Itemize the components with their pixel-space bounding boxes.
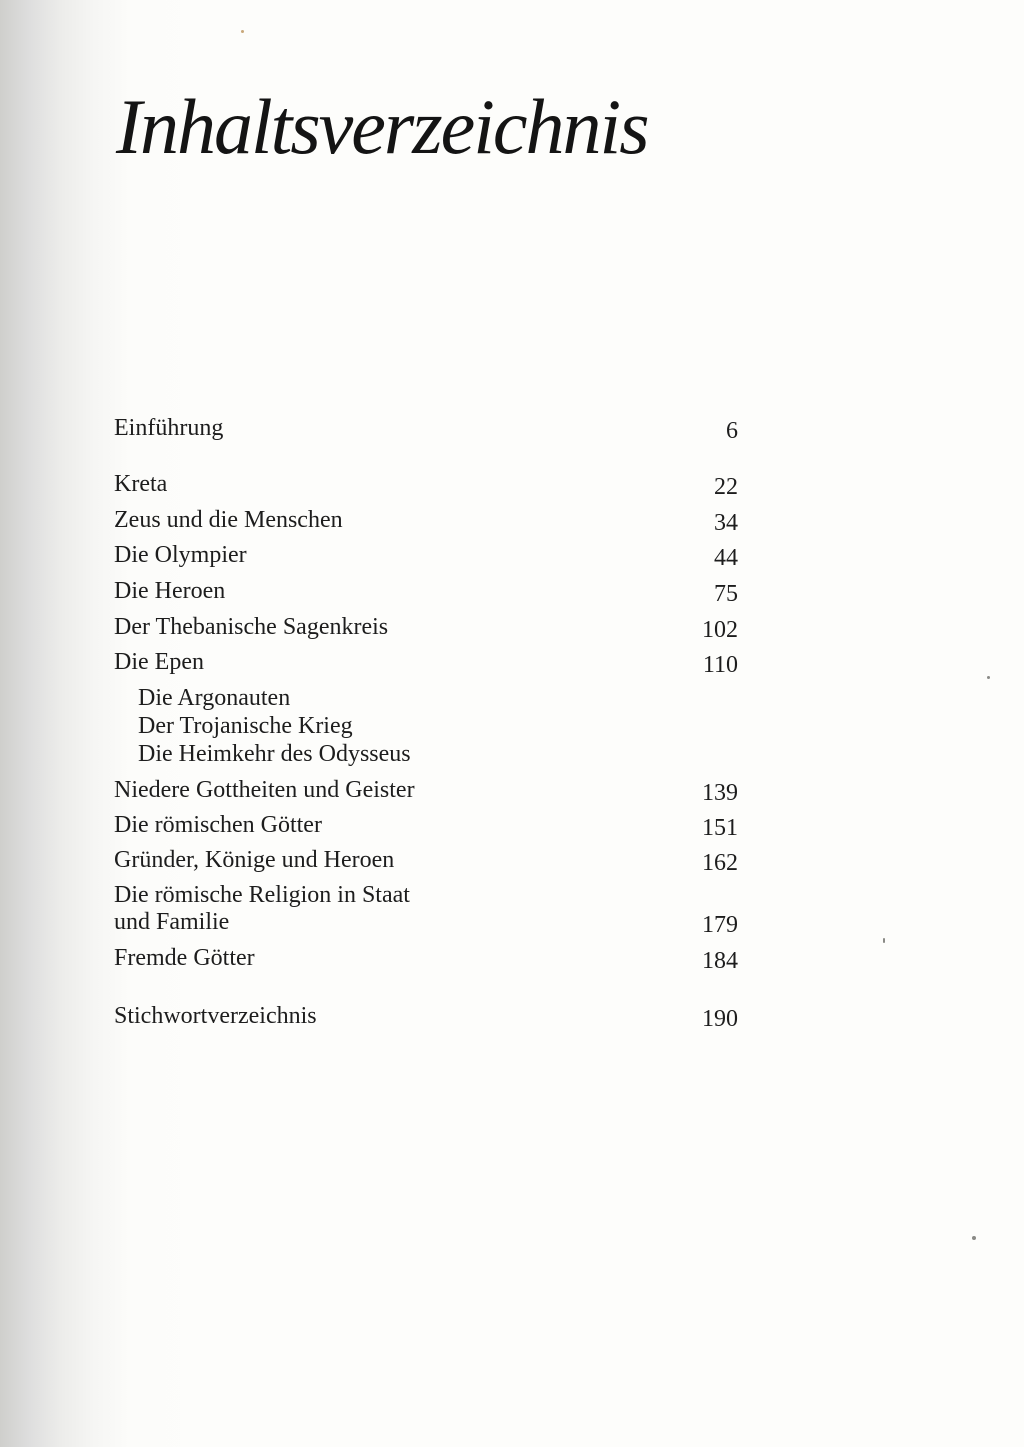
toc-subentry-argonauten: Die Argonauten (138, 685, 291, 711)
paper-speck (987, 676, 990, 679)
toc-entry-label: Fremde Götter (114, 945, 255, 971)
paper-speck (972, 1236, 976, 1240)
toc-entry-page-number: 110 (702, 652, 738, 678)
paper-speck (883, 938, 885, 943)
toc-entry-label: Die Olympier (114, 542, 247, 568)
toc-entry-page-number: 34 (714, 510, 738, 536)
toc-entry-page-number: 179 (702, 912, 738, 938)
paper-speck (241, 30, 244, 33)
toc-entry-label: Der Thebanische Sagenkreis (114, 614, 389, 640)
toc-entry-label: Einführung (114, 415, 224, 441)
toc-entry-label: Die Epen (114, 649, 204, 675)
toc-entry-page-number: 162 (702, 850, 738, 876)
toc-entry-page-number: 190 (702, 1006, 738, 1032)
toc-entry-label: Zeus und die Menschen (114, 507, 343, 533)
toc-entry-page-number: 102 (702, 617, 738, 643)
toc-entry-label-continued: und Familie (114, 909, 230, 935)
toc-entry-page-number: 139 (702, 780, 738, 806)
toc-entry-label: Die römische Religion in Staat (114, 882, 410, 908)
toc-entry-page-number: 6 (726, 418, 738, 444)
toc-entry-label: Die römischen Götter (114, 812, 322, 838)
toc-entry-page-number: 151 (702, 815, 738, 841)
toc-entry-page-number: 22 (714, 474, 738, 500)
toc-entry-label: Gründer, Könige und Heroen (114, 847, 395, 873)
toc-entry-label: Kreta (114, 471, 168, 497)
toc-entry-page-number: 75 (714, 581, 738, 607)
toc-entry-page-number: 44 (714, 545, 738, 571)
toc-entry-label: Die Heroen (114, 578, 226, 604)
toc-subentry-trojanischer-krieg: Der Trojanische Krieg (138, 713, 353, 739)
toc-entry-label: Stichwortverzeichnis (114, 1003, 317, 1029)
toc-subentry-heimkehr-odysseus: Die Heimkehr des Odysseus (138, 741, 411, 767)
page-title: Inhaltsverzeichnis (116, 83, 648, 170)
toc-entry-label: Niedere Gottheiten und Geister (114, 777, 415, 803)
toc-entry-page-number: 184 (702, 948, 738, 974)
